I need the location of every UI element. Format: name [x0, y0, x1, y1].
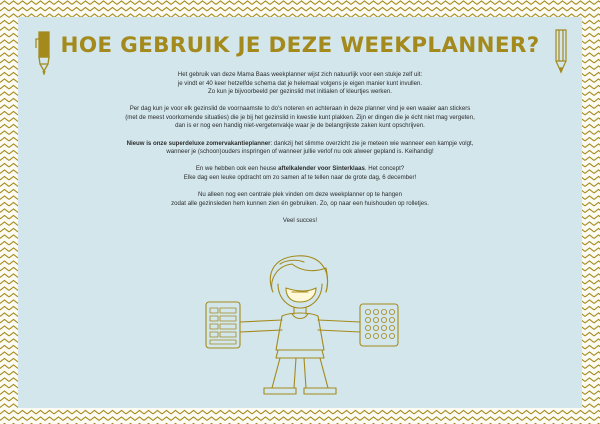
- intro-line-3: Zo kun je bijvoorbeeld per gezinslid met initialen of kleurtjes werken.: [208, 88, 392, 96]
- vacation-line-2: wanneer je (schoon)ouders inspringen of wanneer jullie verlof nu ook alweer gepland is. Keihandig!: [166, 148, 434, 156]
- advent-line-2: Elke dag een leuke opdracht om zo samen af te tellen naar de grote dag, 6 december!: [183, 173, 417, 181]
- advent-question: . Het concept?: [364, 165, 405, 173]
- closing-paragraph: [70, 191, 530, 208]
- intro-line-2: je vindt er 40 keer hetzelfde schema dat je helemaal volgens je eigen manier kunt invullen.: [177, 79, 423, 87]
- pen-icon: [33, 30, 55, 75]
- vacation-line-1: : dankzij het slimme overzicht zie je meteen wie wanneer een kampje volgt,: [270, 139, 474, 147]
- pencil-icon: [551, 28, 571, 74]
- closing-line-2: zodat alle gezinsleden hem kunnen zien én gebruiken. Zo, op naar een huishouden op rolletjes.: [171, 199, 429, 207]
- vacation-planner-highlight: Nieuw is onze superdeluxe zomervakantieplanner: [126, 139, 271, 147]
- stickers-line-1: Per dag kun je voor elk gezinslid de voornaamste to do's noteren en achteraan in deze planner vind je een waaier aan stickers: [129, 105, 471, 113]
- advent-intro: En we hebben ook een heuse: [195, 165, 279, 173]
- stickers-line-2: (met de meest voorkomende situaties) die je bij het gezinslid in kwestie kunt plakken. Zijn er dingen die je écht niet mag vergeten,: [125, 113, 475, 121]
- vacation-paragraph: [70, 140, 530, 157]
- signoff: Veel succes!: [282, 216, 318, 224]
- stickers-line-3: dan is er nog een handig niet-vergetenvakje waar je de belangrijkste zaken kunt opschrijven.: [175, 122, 425, 130]
- stickers-paragraph: [70, 105, 530, 131]
- intro-line-1: Het gebruik van deze Mama Baas weekplanner wijst zich natuurlijk voor een stukje zelf uit:: [177, 71, 423, 78]
- intro-paragraph: [70, 71, 530, 97]
- closing-line-1: Nu alleen nog een centrale plek vinden om deze weekplanner op te hangen: [198, 190, 402, 198]
- advent-calendar-highlight: aftelkalender voor Sinterklaas: [278, 165, 365, 173]
- child-holding-planners-illustration: [200, 250, 400, 400]
- advent-paragraph: [70, 165, 530, 182]
- instructions-text: [70, 71, 530, 234]
- page-title: HOE GEBRUIK JE DEZE WEEKPLANNER?: [60, 33, 540, 58]
